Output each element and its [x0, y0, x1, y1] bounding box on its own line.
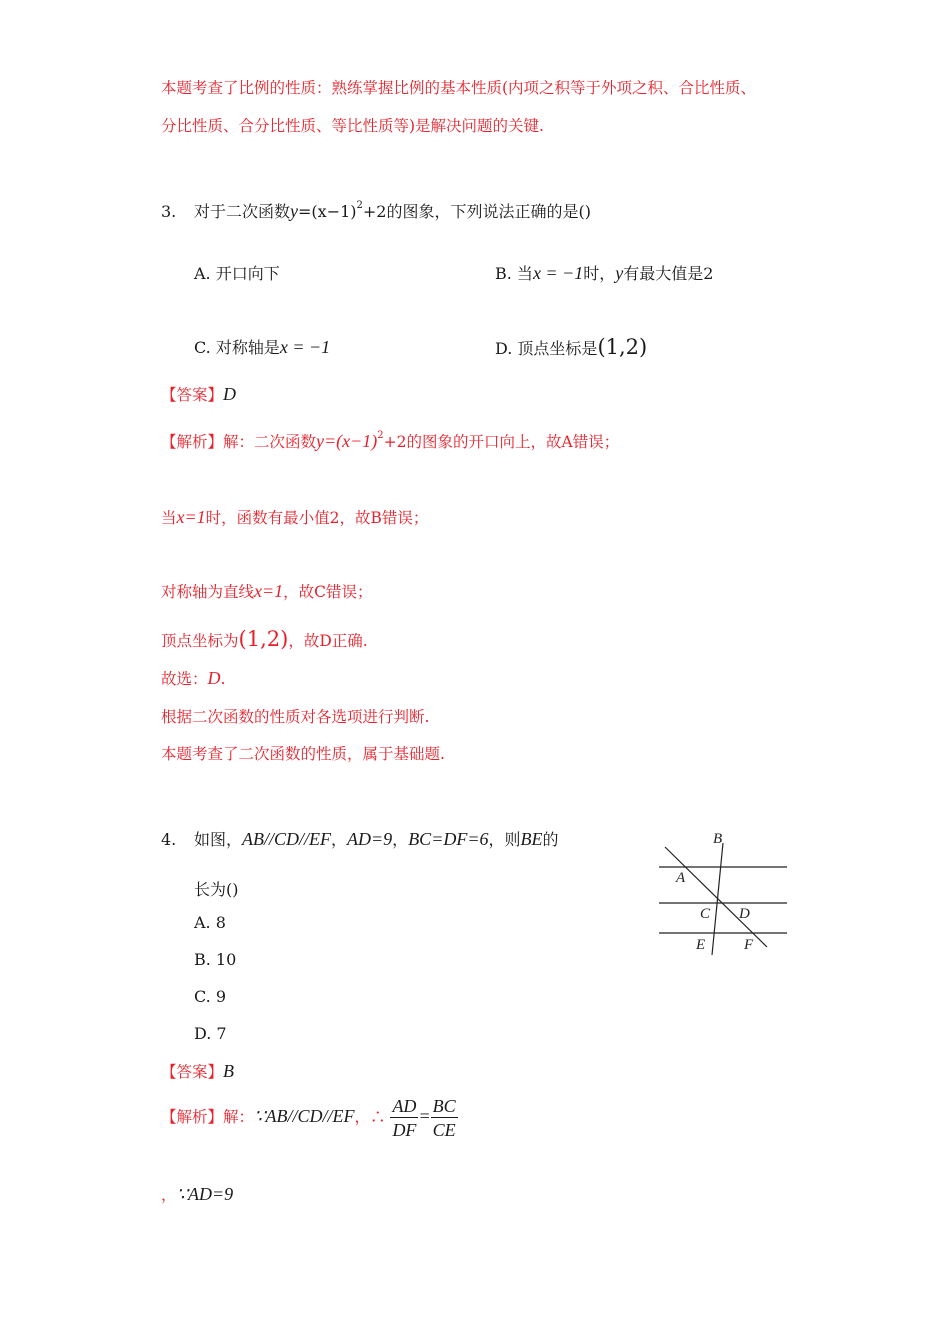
q3-analysis-line2: 当x=1时，函数有最小值2，故B错误；: [161, 507, 429, 527]
q4-option-c: C. 9: [194, 987, 227, 1006]
q3-analysis-line4: 顶点坐标为(1,2)，故D正确.: [161, 627, 368, 651]
q3-option-b: B. 当x = −1时，y有最大值是2: [495, 263, 714, 283]
q3-stem: 对于二次函数$y=(x-1)^2+2$的图象，下列说法正确的是(): [194, 200, 591, 221]
q3-analysis-line6: 根据二次函数的性质对各选项进行判断.: [161, 708, 430, 726]
prev-note-line2: 分比性质、合分比性质、等比性质等)是解决问题的关键.: [161, 117, 544, 135]
q3-analysis-line1: 【解析】解：二次函数$y=(x-1)^2+2$的图象的开口向上，故A错误；: [161, 430, 620, 451]
transversal-af: [665, 847, 767, 947]
q4-number: 4.: [161, 830, 177, 849]
q3-option-d: D. 顶点坐标是(1,2): [495, 335, 648, 359]
q4-answer: 【答案】B: [161, 1061, 235, 1081]
q3-analysis-line5: 故选：D.: [161, 668, 226, 688]
q4-analysis-line1: 【解析】解：∵AB//CD//EF，∴ $\frac{AD}{DF}$ = $\frac{BC}{CE}$: [161, 1096, 456, 1140]
label-f: F: [744, 937, 754, 953]
q4-option-a: A. 8: [194, 913, 226, 932]
q3-option-a: A. 开口向下: [194, 264, 280, 283]
q3-analysis-line3: 对称轴为直线x=1，故C错误；: [161, 581, 373, 601]
label-c: C: [700, 906, 711, 922]
label-d: D: [739, 906, 750, 922]
q3-answer: 【答案】D: [161, 384, 237, 404]
q4-stem-line1: 如图，AB//CD//EF，AD=9，BC=DF=6，则BE的: [194, 829, 559, 849]
fraction-bc-ce: $\frac{BC}{CE}$: [432, 1096, 456, 1140]
fraction-ad-df: $\frac{AD}{DF}$: [392, 1096, 417, 1140]
q3-option-c: C. 对称轴是x = −1: [194, 337, 331, 357]
q4-option-d: D. 7: [194, 1024, 227, 1043]
q3-number: 3.: [161, 202, 177, 221]
q3-analysis-line7: 本题考查了二次函数的性质，属于基础题.: [161, 745, 445, 763]
parallel-lines-figure: [655, 825, 795, 960]
prev-note-line1: 本题考查了比例的性质：熟练掌握比例的基本性质(内项之积等于外项之积、合比性质、: [161, 79, 757, 97]
q4-stem-line2: 长为(): [194, 880, 239, 899]
label-e: E: [696, 937, 706, 953]
q4-analysis-line2: ，∵AD=9: [161, 1184, 234, 1204]
label-a: A: [676, 870, 686, 886]
q4-option-b: B. 10: [194, 950, 237, 969]
label-b: B: [713, 831, 723, 847]
